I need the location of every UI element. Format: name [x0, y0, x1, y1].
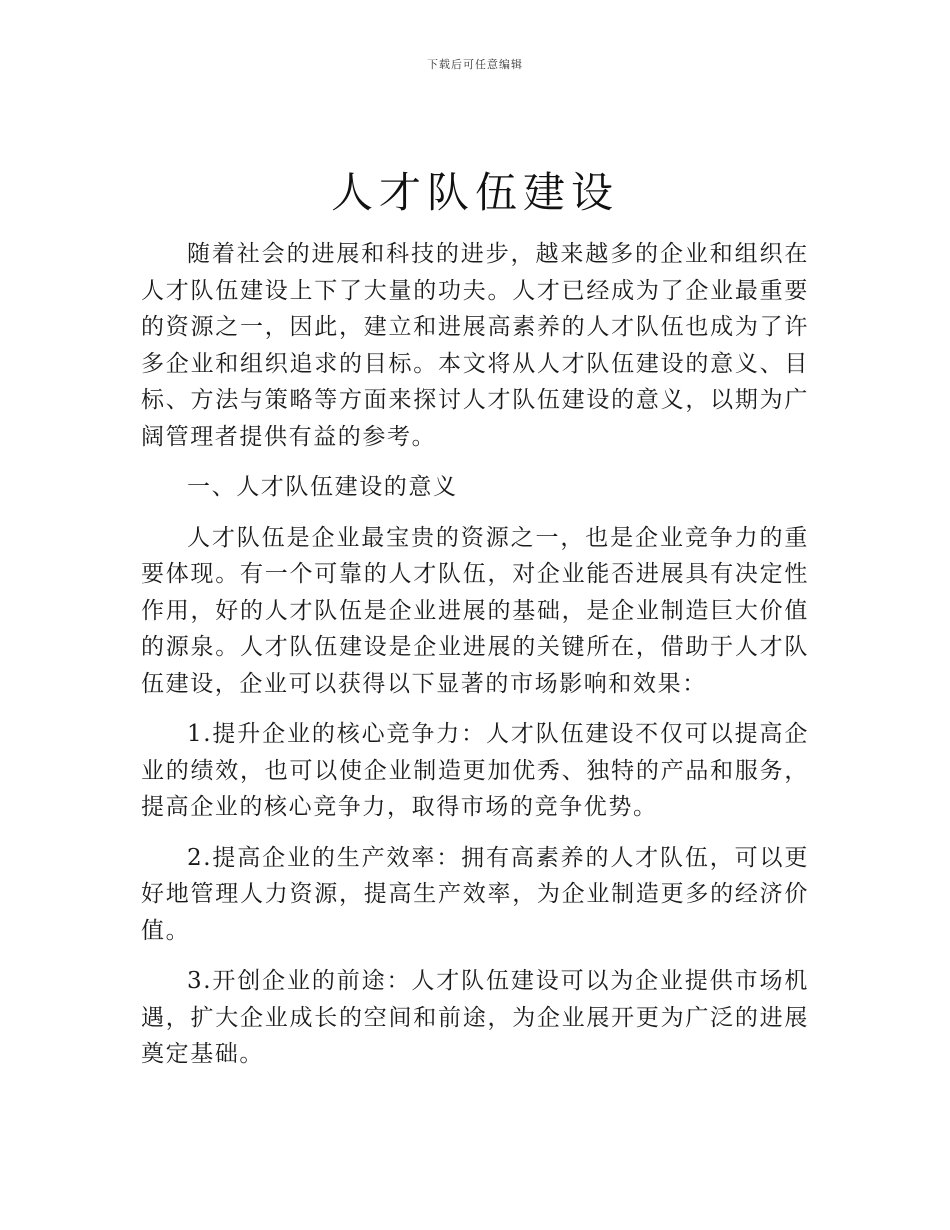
list-item-point-2: 2.提高企业的生产效率：拥有高素养的人才队伍，可以更好地管理人力资源，提高生产效率，为企业制造更多的经济价值。 — [141, 844, 809, 944]
list-item-point-3: 3.开创企业的前途：人才队伍建设可以为企业提供市场机遇，扩大企业成长的空间和前途，为企业展开更为广泛的进展奠定基础。 — [141, 968, 809, 1067]
section-heading-significance: 一、人才队伍建设的意义 — [187, 474, 458, 500]
intro-paragraph: 随着社会的进展和科技的进步，越来越多的企业和组织在人才队伍建设上下了大量的功夫。人才已经成为了企业最重要的资源之一，因此，建立和进展高素养的人才队伍也成为了许多企业和组织追求的目标。本文将从人才队伍建设的意义、目标、方法与策略等方面来探讨人才队伍建设的意义，以期为广阔管理者提供有益的参考。 — [141, 241, 809, 450]
document-body — [141, 236, 809, 1087]
section-body-paragraph: 人才队伍是企业最宝贵的资源之一，也是企业竞争力的重要体现。有一个可靠的人才队伍，对企业能否进展具有决定性作用，好的人才队伍是企业进展的基础，是企业制造巨大价值的源泉。人才队伍建设是企业进展的关键所在，借助于人才队伍建设，企业可以获得以下显著的市场影响和效果： — [141, 524, 809, 697]
document-title: 人才队伍建设 — [330, 168, 619, 217]
page-header-note: 下载后可任意编辑 — [427, 58, 523, 71]
list-item-point-1: 1.提升企业的核心竞争力：人才队伍建设不仅可以提高企业的绩效，也可以使企业制造更加优秀、独特的产品和服务，提高企业的核心竞争力，取得市场的竞争优势。 — [141, 721, 809, 820]
